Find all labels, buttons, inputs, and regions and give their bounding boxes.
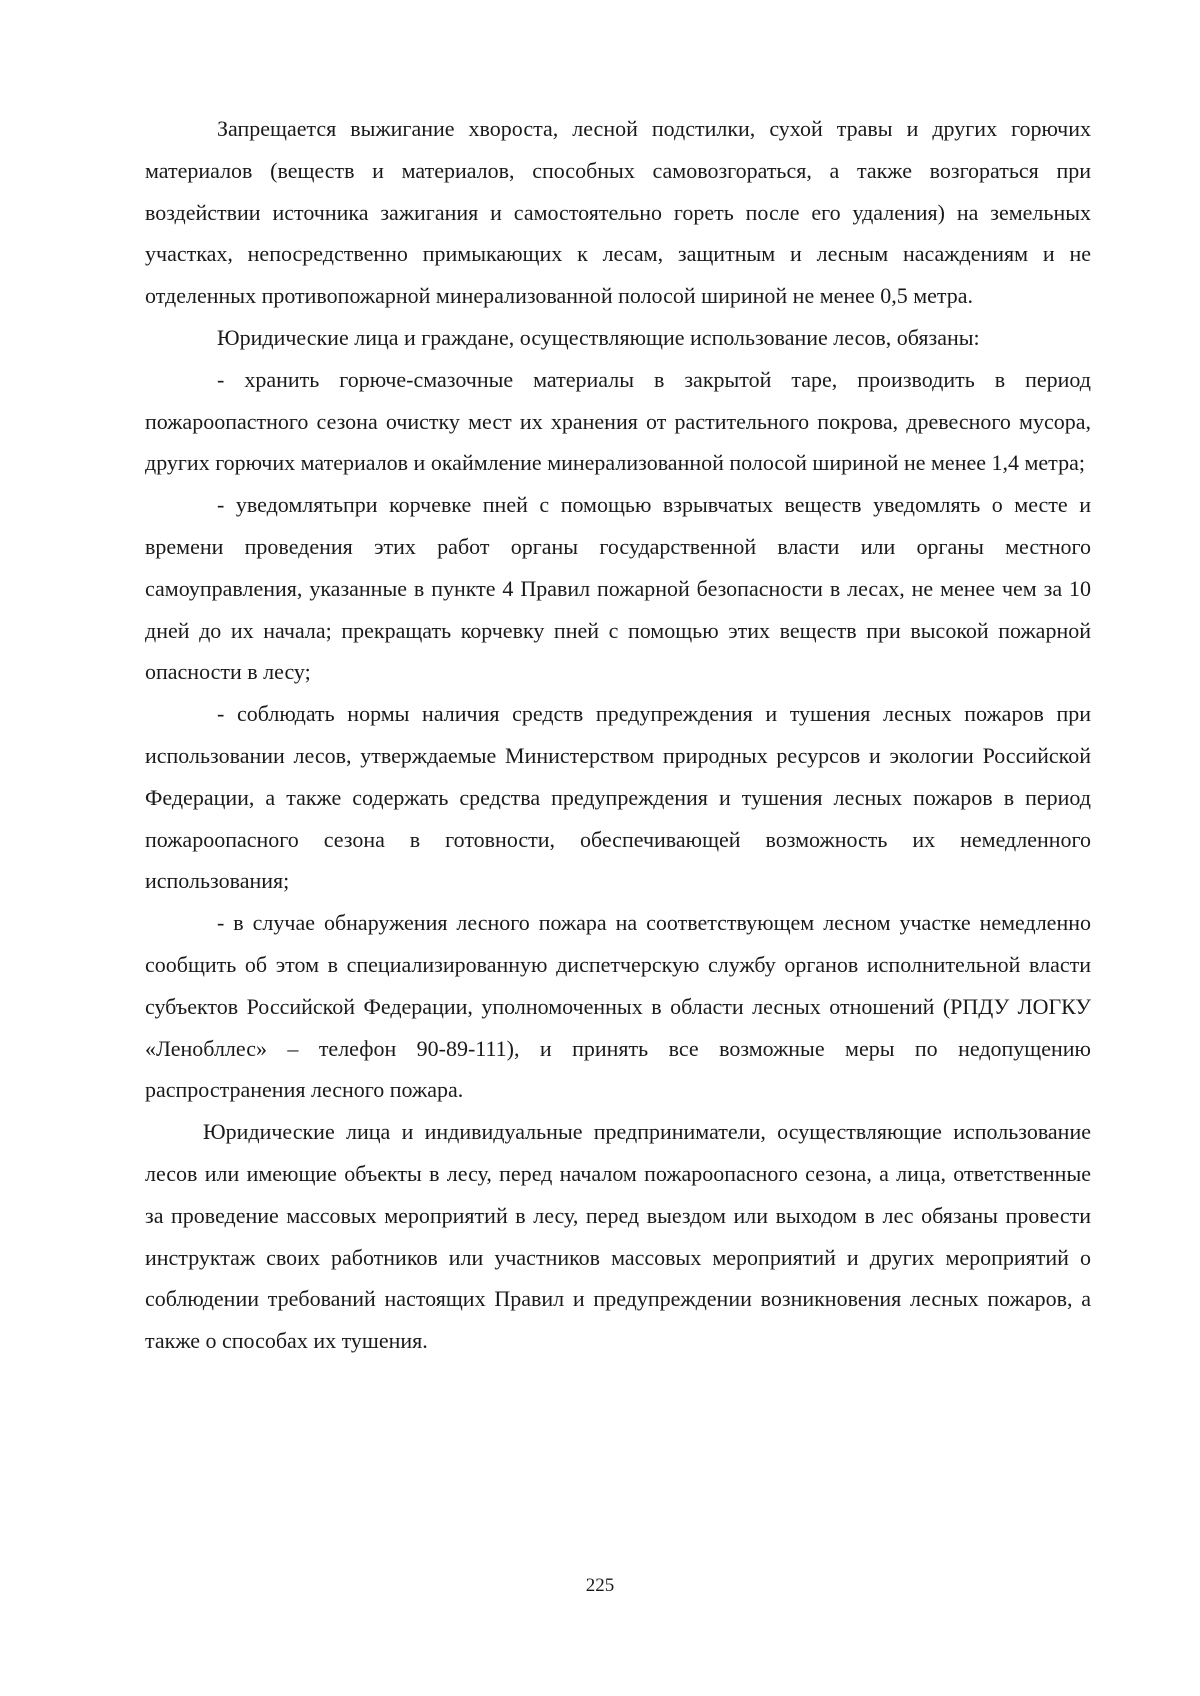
paragraph-fire-equipment: - соблюдать нормы наличия средств предупреждения и тушения лесных пожаров при использовании лесов, утверждаемые Министерством природных ресурсов и экологии Российской Федерации, а также содержать средства предупреждения и тушения лесных пожаров в период пожароопасного сезона в готовности, обеспечивающей возможность их немедленного использования; xyxy=(145,701,1091,894)
paragraph-burning-prohibition: Запрещается выжигание хвороста, лесной подстилки, сухой травы и других горючих материалов (веществ и материалов, способных самовозгораться, а также возгораться при воздействии источника зажигания и самостоятельно гореть после его удаления) на земельных участках, непосредственно примыкающих к лесам, защитным и лесным насаждениям и не отделенных противопожарной минерализованной полосой шириной не менее 0,5 метра. xyxy=(145,116,1091,309)
body-text xyxy=(145,108,1091,1362)
paragraph-briefing: Юридические лица и индивидуальные предприниматели, осуществляющие использование лесов или имеющие объекты в лесу, перед началом пожароопасного сезона, а лица, ответственные за проведение массовых мероприятий в лесу, перед выездом или выходом в лес обязаны провести инструктаж своих работников или участников массовых мероприятий и других мероприятий о соблюдении требований настоящих Правил и предупреждении возникновения лесных пожаров, а также о способах их тушения. xyxy=(145,1119,1091,1354)
paragraph-obligations-intro: Юридические лица и граждане, осуществляющие использование лесов, обязаны: xyxy=(217,324,980,350)
page-number: 225 xyxy=(585,1575,615,1596)
paragraph-fuel-storage: - хранить горюче-смазочные материалы в закрытой таре, производить в период пожароопастного сезона очистку мест их хранения от растительного покрова, древесного мусора, других горючих материалов и окаймление минерализованной полосой шириной не менее 1,4 метра; xyxy=(145,366,1091,476)
paragraph-stump-removal: - уведомлятьпри корчевке пней с помощью взрывчатых веществ уведомлять о месте и времени проведения этих работ органы государственной власти или органы местного самоуправления, указанные в пункте 4 Правил пожарной безопасности в лесах, не менее чем за 10 дней до их начала; прекращать корчевку пней с помощью этих веществ при высокой пожарной опасности в лесу; xyxy=(145,492,1091,685)
paragraph-fire-reporting: - в случае обнаружения лесного пожара на соответствующем лесном участке немедленно сообщить об этом в специализированную диспетчерскую службу органов исполнительной власти субъектов Российской Федерации, уполномоченных в области лесных отношений (РПДУ ЛОГКУ «Ленобллес» – телефон 90-89-111), и принять все возможные меры по недопущению распространения лесного пожара. xyxy=(145,910,1091,1103)
